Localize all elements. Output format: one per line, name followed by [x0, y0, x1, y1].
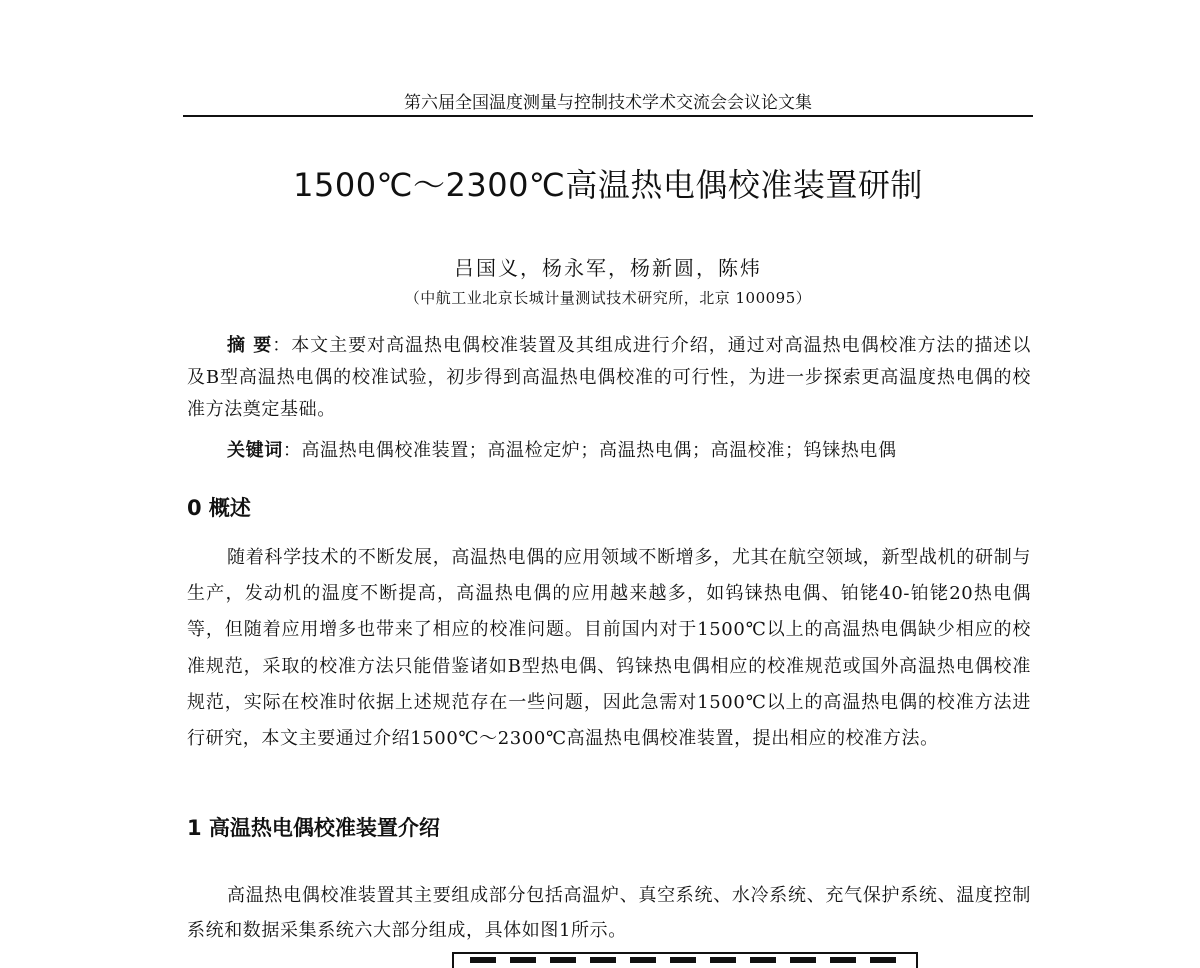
figure-block: [630, 957, 656, 963]
figure-block: [750, 957, 776, 963]
keywords-text: ：高温热电偶校准装置；高温检定炉；高温热电偶；高温校准；钨铼热电偶: [282, 440, 897, 461]
abstract-text: ：本文主要对高温热电偶校准装置及其组成进行介绍，通过对高温热电偶校准方法的描述以及B型高温热电偶的校准试验，初步得到高温热电偶校准的可行性，为进一步探索更高温度热电偶的校准方法奠定基础。: [187, 335, 1031, 420]
figure-block: [510, 957, 536, 963]
figure-block: [710, 957, 736, 963]
figure-block: [830, 957, 856, 963]
figure-block: [670, 957, 696, 963]
figure-block: [470, 957, 496, 963]
abstract: [187, 330, 1031, 426]
affiliation: （中航工业北京长城计量测试技术研究所，北京 100095）: [404, 289, 812, 307]
figure-block: [590, 957, 616, 963]
figure-block: [870, 957, 896, 963]
section-heading-overview: 0 概述: [187, 496, 251, 520]
section-heading-device: 1 高温热电偶校准装置介绍: [187, 816, 440, 840]
figure-block: [790, 957, 816, 963]
keywords-label: 关键词: [227, 440, 283, 461]
abstract-label: 摘 要: [227, 335, 273, 356]
section-body-overview: 随着科学技术的不断发展，高温热电偶的应用领域不断增多，尤其在航空领域，新型战机的研制与生产，发动机的温度不断提高，高温热电偶的应用越来越多，如钨铼热电偶、铂铑40-铂铑20热电偶等，但随着应用增多也带来了相应的校准问题。目前国内对于1500℃以上的高温热电偶缺少相应的校准规范，采取的校准方法只能借鉴诸如B型热电偶、钨铼热电偶相应的校准规范或国外高温热电偶校准规范，实际在校准时依据上述规范存在一些问题，因此急需对1500℃以上的高温热电偶的校准方法进行研究，本文主要通过介绍1500℃～2300℃高温热电偶校准装置，提出相应的校准方法。: [187, 547, 1031, 750]
authors: 吕国义，杨永军，杨新圆，陈炜: [454, 256, 762, 280]
keywords: [187, 435, 1031, 467]
figure-block: [550, 957, 576, 963]
figure-1-top-edge: [452, 952, 918, 968]
section-body-device: 高温热电偶校准装置其主要组成部分包括高温炉、真空系统、水冷系统、充气保护系统、温度控制系统和数据采集系统六大部分组成，具体如图1所示。: [187, 885, 1031, 941]
running-header: 第六届全国温度测量与控制技术学术交流会会议论文集: [404, 93, 812, 113]
header-rule: [183, 115, 1033, 117]
paper-title: 1500℃～2300℃高温热电偶校准装置研制: [293, 166, 923, 204]
